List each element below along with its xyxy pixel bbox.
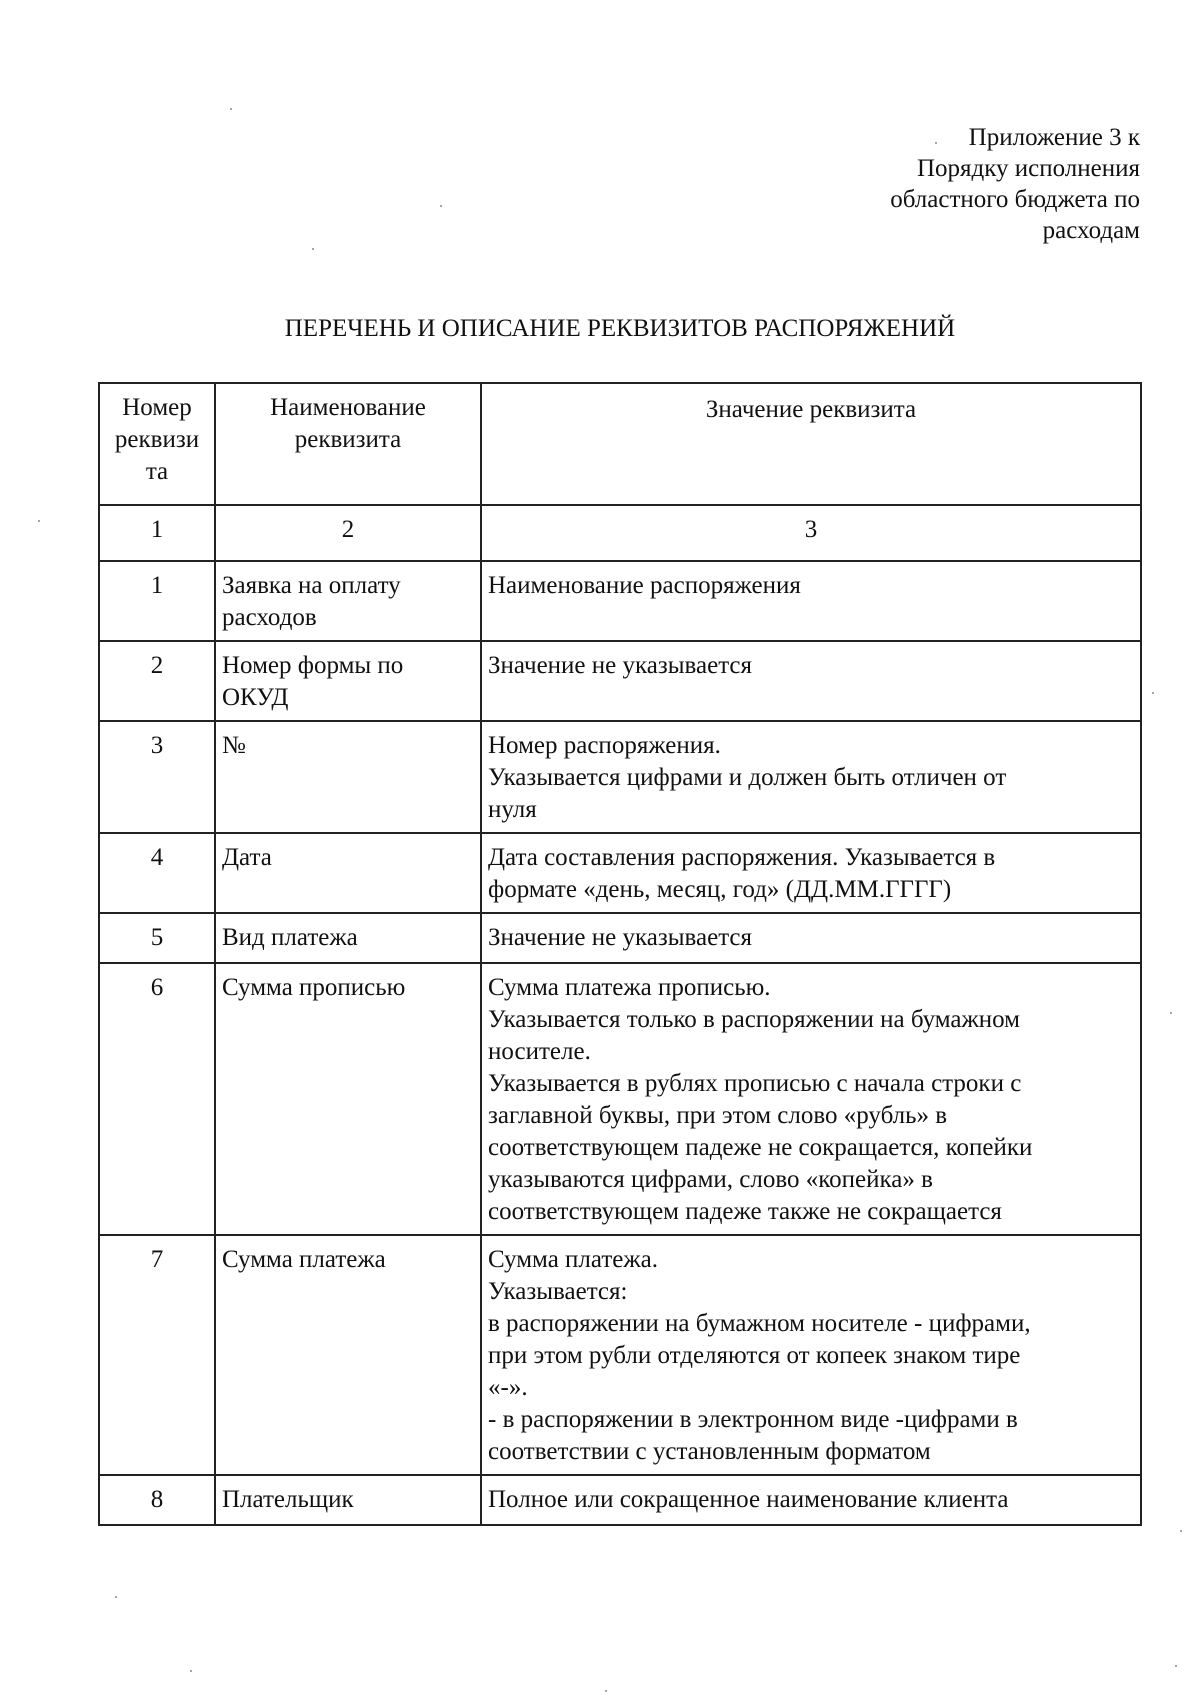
- scan-speckle: [230, 108, 232, 110]
- requisites-table: [98, 382, 1142, 1526]
- requisite-number: 1: [99, 561, 215, 641]
- requisite-value: [481, 963, 1141, 1235]
- requisite-value: [481, 1235, 1141, 1475]
- scan-speckle: [1180, 1530, 1182, 1532]
- table-row: [99, 963, 1141, 1235]
- requisite-name: [215, 913, 481, 963]
- table-body: [99, 561, 1141, 1525]
- document-title: ПЕРЕЧЕНЬ И ОПИСАНИЕ РЕКВИЗИТОВ РАСПОРЯЖЕНИЙ: [284, 315, 956, 342]
- requisite-name: [215, 1475, 481, 1525]
- requisite-value-line: Дата составления распоряжения. Указывается в: [488, 844, 996, 871]
- requisite-number: 7: [99, 1235, 215, 1475]
- header-number-line: реквизи: [114, 426, 200, 453]
- requisite-name-line: Плательщик: [222, 1486, 354, 1513]
- header-name-line: реквизита: [294, 426, 402, 453]
- requisite-name-line: Заявка на оплату: [222, 572, 401, 599]
- column-index: 3: [481, 505, 1141, 561]
- requisite-value: [481, 833, 1141, 913]
- appendix-reference: [780, 122, 1140, 246]
- requisite-value-line: Указывается только в распоряжении на бумажном: [488, 1006, 1021, 1033]
- scan-speckle: [440, 205, 442, 207]
- requisite-number: 8: [99, 1475, 215, 1525]
- requisite-number: 4: [99, 833, 215, 913]
- requisite-value: [481, 1475, 1141, 1525]
- scan-speckle: [1152, 692, 1154, 694]
- appendix-line: Приложение 3 к: [968, 124, 1140, 151]
- scan-speckle: [190, 1670, 192, 1672]
- requisite-name: [215, 641, 481, 721]
- requisite-value-line: Указывается цифрами и должен быть отличен от: [488, 764, 1007, 791]
- requisite-value: [481, 913, 1141, 963]
- requisite-value-line: - в распоряжении в электронном виде -цифрами в: [488, 1406, 1018, 1433]
- requisite-value-line: при этом рубли отделяются от копеек знаком тире: [488, 1342, 1021, 1369]
- requisite-name: [215, 833, 481, 913]
- requisite-number: 5: [99, 913, 215, 963]
- requisite-number: 2: [99, 641, 215, 721]
- requisite-value-line: соответствующем падеже не сокращается, копейки: [488, 1134, 1033, 1161]
- requisite-value-line: Номер распоряжения.: [488, 732, 721, 759]
- requisite-value-line: заглавной буквы, при этом слово «рубль» в: [488, 1102, 948, 1129]
- table-row: [99, 721, 1141, 833]
- table-row: [99, 913, 1141, 963]
- requisite-value-line: указываются цифрами, слово «копейка» в: [488, 1166, 933, 1193]
- requisite-name: [215, 721, 481, 833]
- requisite-value-line: Сумма платежа прописью.: [488, 974, 771, 1001]
- table-header-row: [99, 383, 1141, 505]
- requisite-value-line: Сумма платежа.: [488, 1246, 658, 1273]
- table-row: [99, 561, 1141, 641]
- requisite-number: 6: [99, 963, 215, 1235]
- requisite-name-line: расходов: [222, 604, 317, 631]
- header-value-line: Значение реквизита: [705, 396, 917, 423]
- requisite-value: [481, 641, 1141, 721]
- header-name: [215, 383, 481, 505]
- requisite-value-line: «-».: [488, 1374, 528, 1401]
- header-name-line: Наименование: [270, 394, 426, 421]
- scan-speckle: [312, 248, 314, 250]
- requisite-name-line: ОКУД: [222, 684, 289, 711]
- requisite-value-line: Наименование распоряжения: [488, 572, 801, 599]
- requisite-name-line: Вид платежа: [222, 924, 358, 951]
- requisite-value: [481, 721, 1141, 833]
- header-number-line: Номер: [122, 394, 192, 421]
- scan-speckle: [1170, 1012, 1172, 1014]
- requisite-name-line: №: [222, 732, 246, 759]
- requisite-value-line: Указывается в рублях прописью с начала строки с: [488, 1070, 1022, 1097]
- requisite-value-line: соответствующем падеже также не сокращается: [488, 1198, 1002, 1225]
- requisite-number: 3: [99, 721, 215, 833]
- scan-speckle: [935, 142, 937, 144]
- scan-speckle: [115, 1596, 117, 1598]
- column-index: 1: [99, 505, 215, 561]
- column-index-row: [99, 505, 1141, 561]
- requisite-value-line: Полное или сокращенное наименование клиента: [488, 1486, 1009, 1513]
- requisite-value-line: соответствии с установленным форматом: [488, 1438, 931, 1465]
- requisite-value-line: Указывается:: [488, 1278, 628, 1305]
- requisite-value-line: в распоряжении на бумажном носителе - цифрами,: [488, 1310, 1031, 1337]
- table-row: [99, 1235, 1141, 1475]
- table-row: [99, 641, 1141, 721]
- requisite-value-line: формате «день, месяц, год» (ДД.ММ.ГГГГ): [488, 876, 952, 903]
- scan-speckle: [605, 1690, 607, 1692]
- header-number: [99, 383, 215, 505]
- requisite-value-line: нуля: [488, 796, 537, 823]
- table-row: [99, 1475, 1141, 1525]
- header-value: [481, 383, 1141, 505]
- scan-speckle: [38, 520, 40, 522]
- requisite-name: [215, 963, 481, 1235]
- column-index: 2: [215, 505, 481, 561]
- requisite-name-line: Сумма прописью: [222, 974, 406, 1001]
- requisite-name: [215, 561, 481, 641]
- requisite-value-line: Значение не указывается: [488, 652, 753, 679]
- header-number-line: та: [145, 458, 169, 485]
- requisite-value-line: Значение не указывается: [488, 924, 753, 951]
- requisite-value-line: носителе.: [488, 1038, 591, 1065]
- appendix-line: расходам: [1042, 217, 1140, 244]
- requisite-name-line: Номер формы по: [222, 652, 404, 679]
- scan-speckle: [1175, 1665, 1177, 1667]
- requisite-name-line: Дата: [222, 844, 272, 871]
- appendix-line: Порядку исполнения: [916, 155, 1140, 182]
- requisite-name: [215, 1235, 481, 1475]
- appendix-line: областного бюджета по: [890, 186, 1140, 213]
- requisite-name-line: Сумма платежа: [222, 1246, 386, 1273]
- table-row: [99, 833, 1141, 913]
- requisite-value: [481, 561, 1141, 641]
